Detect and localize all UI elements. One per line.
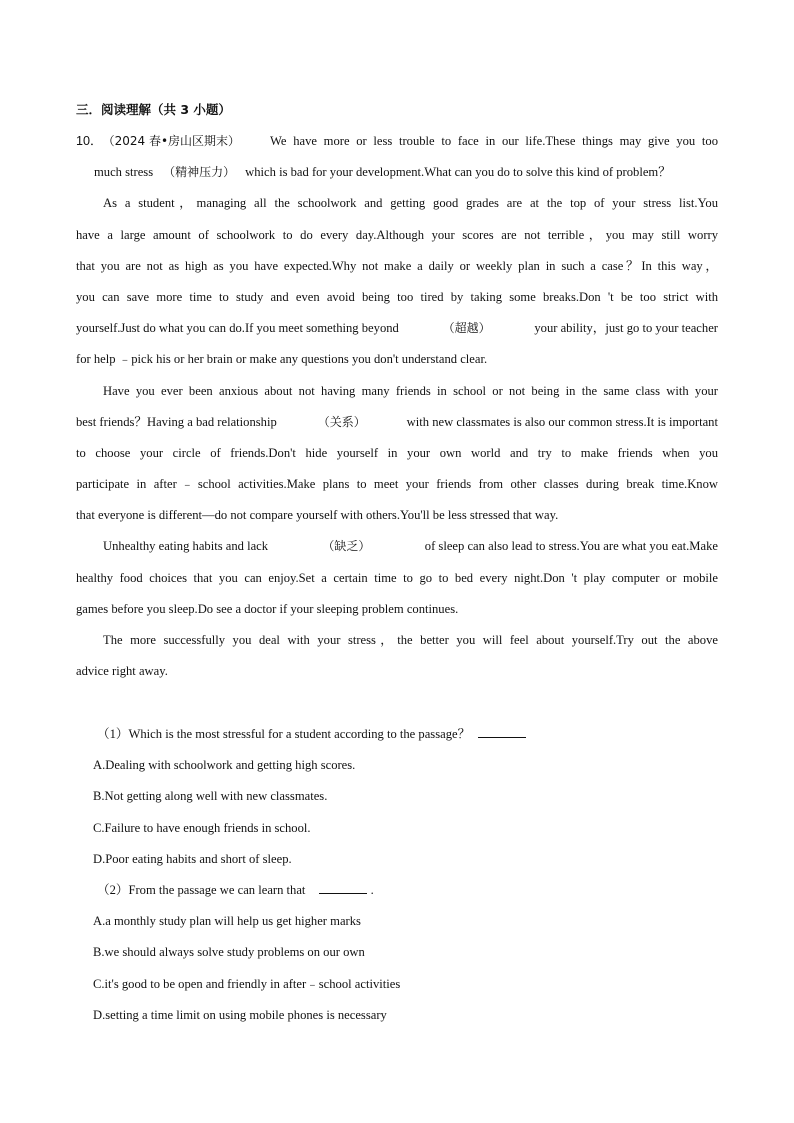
passage-line: We have more or less trouble to face in our life.These things may give you too	[270, 134, 718, 148]
passage-line: that you are not as high as you have expected.Why not make a daily or weekly plan in such a case？In this way，	[76, 258, 718, 273]
section-title: 三．阅读理解（共 3 小题）	[76, 102, 231, 117]
sub-questions	[93, 724, 693, 1036]
stem-trailing: .	[370, 882, 374, 897]
passage-line	[76, 412, 718, 443]
passage-text: of sleep can also lead to stress.You are what you eat.Make	[424, 539, 718, 554]
passage-text: your ability，just go to your teacher	[534, 321, 718, 336]
stem-text: （1）Which is the most stressful for a student according to the passage？	[97, 727, 471, 741]
passage-line: The more successfully you deal with your stress，the better you will feel about yourself.Try out the above	[103, 633, 718, 647]
passage-line: that everyone is different—do not compare yourself with others.You'll be less stressed that way.	[76, 508, 559, 523]
chinese-gloss: （缺乏）	[322, 539, 371, 554]
stem-text: （2）From the passage we can learn that	[97, 882, 306, 897]
passage-line: you can save more time to study and even avoid being too tired by taking some breaks.Don 't be too strict with	[76, 289, 718, 304]
question-source: （2024 春•房山区期末）	[102, 134, 241, 148]
option-item: D.Poor eating habits and short of sleep.	[93, 851, 292, 866]
passage-text: with new classmates is also our common stress.It is important	[406, 414, 718, 429]
answer-blank	[319, 881, 367, 894]
passage-line: advice right away.	[76, 664, 168, 679]
reading-passage	[76, 131, 718, 692]
passage-text: best friends？Having a bad relationship	[76, 414, 277, 429]
sub-question-stem	[93, 880, 693, 911]
passage-line	[76, 318, 718, 349]
option-item: C.Failure to have enough friends in school.	[93, 820, 311, 835]
option-item: D.setting a time limit on using mobile phones is necessary	[93, 1007, 387, 1022]
passage-text: much stress	[94, 165, 154, 180]
chinese-gloss: （关系）	[317, 414, 366, 429]
passage-text: which is bad for your development.What can you do to solve this kind of problem？	[245, 165, 671, 180]
passage-line: have a large amount of schoolwork to do every day.Although your scores are not terrible，you may still worry	[76, 227, 718, 242]
passage-line: games before you sleep.Do see a doctor if your sleeping problem continues.	[76, 601, 459, 616]
passage-line: Have you ever been anxious about not having many friends in school or not being in the same class with your	[103, 383, 718, 398]
passage-line	[76, 162, 718, 193]
chinese-gloss: （超越）	[442, 321, 491, 336]
passage-line: for help ﹣pick his or her brain or make any questions you don't understand clear.	[76, 352, 488, 367]
answer-blank	[478, 725, 526, 738]
passage-text: yourself.Just do what you can do.If you meet something beyond	[76, 321, 399, 336]
passage-text: Unhealthy eating habits and lack	[103, 539, 269, 554]
option-item: A.a monthly study plan will help us get higher marks	[93, 914, 361, 929]
chinese-gloss: （精神压力）	[163, 165, 236, 180]
option-item: B.we should always solve study problems on our own	[93, 945, 365, 960]
option-item: A.Dealing with schoolwork and getting high scores.	[93, 758, 356, 773]
passage-line: to choose your circle of friends.Don't hide yourself in your own world and try to make friends when you	[76, 445, 718, 460]
passage-line	[76, 536, 718, 567]
passage-line: As a student，managing all the schoolwork and getting good grades are at the top of your stress list.You	[103, 196, 718, 211]
question-number: 10．	[76, 134, 103, 148]
question-header-line	[76, 131, 718, 162]
passage-line: participate in after﹣school activities.Make plans to meet your friends from other classes during break time.Know	[76, 477, 718, 492]
passage-line: healthy food choices that you can enjoy.Set a certain time to go to bed every night.Don 't play computer or mobile	[76, 570, 718, 585]
option-item: B.Not getting along well with new classmates.	[93, 789, 328, 804]
sub-question-stem	[93, 724, 693, 755]
option-item: C.it's good to be open and friendly in after﹣school activities	[93, 976, 401, 991]
